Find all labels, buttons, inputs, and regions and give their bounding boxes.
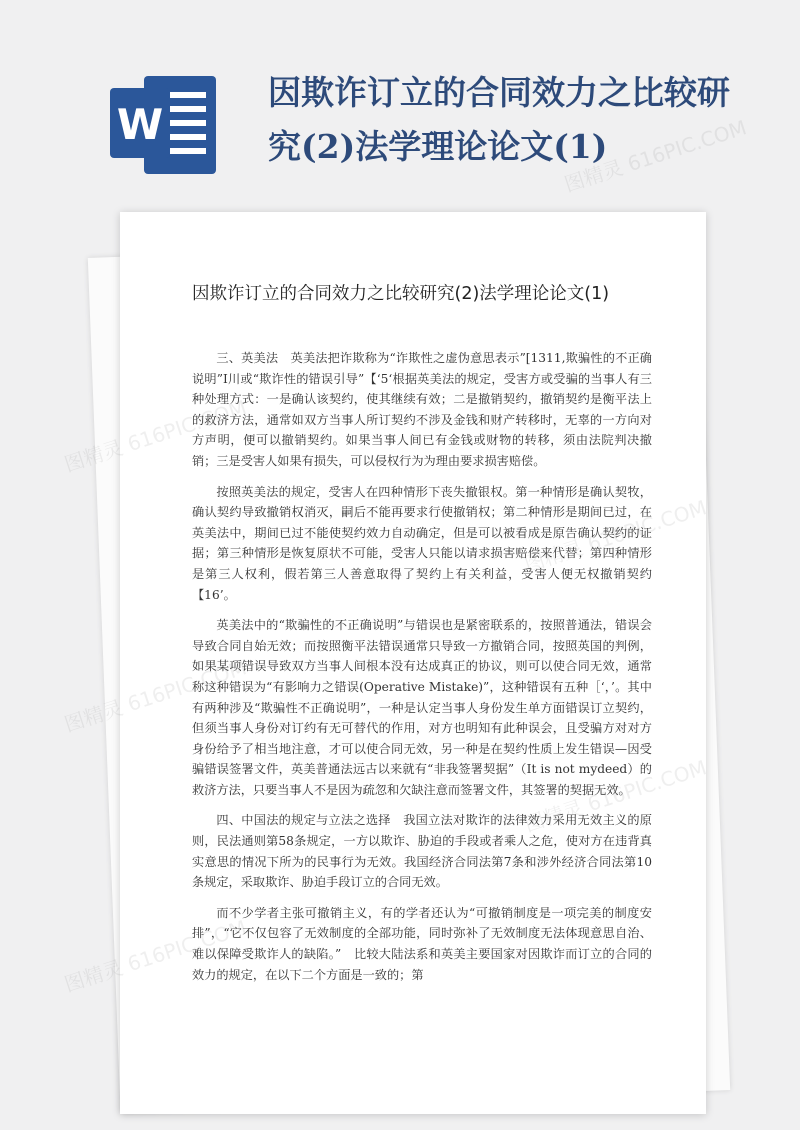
- watermark: 图精灵 616PIC.COM: [561, 115, 750, 197]
- logo-letter: W: [116, 100, 164, 149]
- document-body: [192, 348, 652, 995]
- watermark: 图精灵: [61, 695, 126, 737]
- watermark: 图精灵: [61, 435, 126, 477]
- paragraph: 四、中国法的规定与立法之选择 我国立法对欺诈的法律效力采用无效主义的原则，民法通则第58条规定，一方以欺诈、胁迫的手段或者乘人之危，使对方在违背真实意思的情况下所为的民事行为无效。我国经济合同法第7条和涉外经济合同法第10条规定，采取欺诈、胁迫手段订立的合同无效。: [192, 813, 652, 890]
- paragraph: 三、英美法 英美法把诈欺称为“诈欺性之虚伪意思表示”[1311,欺骗性的不正确说明”I川或“欺诈性的错误引导”【‘5‘根据英美法的规定，受害方或受骗的当事人有三种处理方式：一是确认该契约，使其继续有效；二是撤销契约，撤销契约是衡平法上的救济方法，通常如双方当事人所订契约不涉及金钱和财产转移时，无辜的一方向对方声明，便可以撤销契约。如果当事人间已有金钱或财物的转移，须由法院判决撤销；三是受害人如果有损失，可以侵权行为为理由要求损害赔偿。: [192, 351, 652, 468]
- page-heading: 因欺诈订立的合同效力之比较研究(2)法学理论论文(1): [192, 284, 610, 304]
- document-page: [120, 212, 706, 1114]
- word-document-icon: [110, 70, 222, 180]
- watermark: 图精灵: [61, 955, 126, 997]
- paragraph: 英美法中的“欺骗性的不正确说明”与错误也是紧密联系的，按照普通法，错误会导致合同自始无效；而按照衡平法错误通常只导致一方撤销合同，按照英国的判例，如果某项错误导致双方当事人间根本没有达成真正的协议，则可以使合同无效，通常称这种错误为“有影响力之错误(Operative Mistake)”，这种错误有五种［‘，’。其中有两种涉及“欺骗性不正确说明”，一种是认定当事人身份发生单方面错误订立契约，但须当事人身份对订约有无可替代的作用，对方也明知有此种误会，且受骗方对对方身份给予了相当地注意，才可以使合同无效，另一种是在契约性质上发生错误—因受骗错误签署文件，英美普通法远古以来就有“非我签署契据”（It is not mydeed）的救济方法，只要当事人不是因为疏忽和欠缺注意而签署文件，其签署的契据无效。: [192, 618, 652, 797]
- document-title: 因欺诈订立的合同效力之比较研究(2)法学理论论文(1): [268, 73, 730, 166]
- paragraph: 按照英美法的规定，受害人在四种情形下丧失撤银权。第一种情形是确认契牧，确认契约导致撤销权消灭，嗣后不能再要求行使撤销权；第二种情形是期间已过，在英美法中，期间已过不能使契约效力自动确定，但是可以被看成是原告确认契约的证据；第三种情形是恢复原状不可能，受害人只能以请求损害赔偿来代替；第四种情形是第三人权利，假若第三人善意取得了契约上有关利益，受害人便无权撤销契约【16’。: [192, 484, 652, 602]
- paragraph: 而不少学者主张可撤销主义，有的学者还认为“可撤销制度是一项完美的制度安排”，“它不仅包容了无效制度的全部功能，同时弥补了无效制度无法体现意思自治、难以保障受欺诈人的缺陷。” 比较大陆法系和英美主要国家对因欺诈而订立的合同的效力的规定，在以下二个方面是一致的；第: [192, 905, 652, 982]
